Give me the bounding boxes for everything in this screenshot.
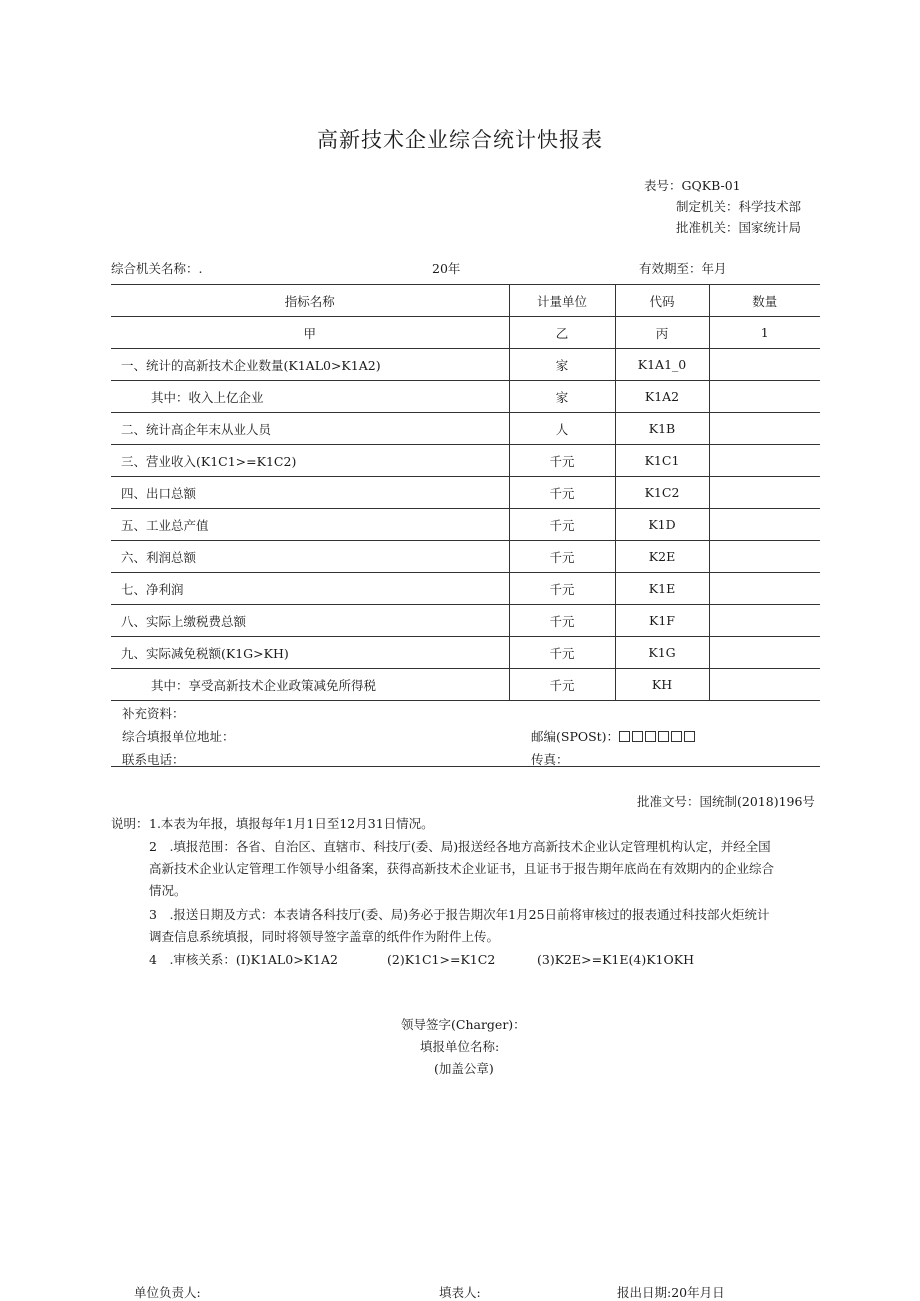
quantity-cell[interactable] <box>709 477 820 509</box>
seal-note: (加盖公章) <box>434 1061 494 1076</box>
quantity-cell[interactable] <box>709 445 820 477</box>
letter-bing: 丙 <box>615 317 709 349</box>
note-2-line-2: 高新技术企业认定管理工作领导小组备案，获得高新技术企业证书，且证书于报告期年底尚在有效期内的企业综合 <box>149 861 775 876</box>
letter-yi: 乙 <box>509 317 615 349</box>
quantity-cell[interactable] <box>709 605 820 637</box>
postcode-label: 邮编(SPOSt)： <box>531 729 620 744</box>
indicator-name-cell: 六、利润总额 <box>111 541 509 573</box>
code-cell: K1B <box>615 413 709 445</box>
table-row <box>111 381 820 413</box>
note-4-part-3: (3)K2E>=K1E(4)K1OKH <box>537 952 694 967</box>
indicator-name-cell: 五、工业总产值 <box>111 509 509 541</box>
unit-cell: 千元 <box>509 573 615 605</box>
indicator-name-cell: 其中：收入上亿企业 <box>111 381 509 413</box>
report-date-label: 报出日期:20年月日 <box>617 1285 725 1300</box>
note-3-line-1: 3 .报送日期及方式：本表请各科技厅(委、局)务必于报告期次年1月25日前将审核过的报表通过科技部火炬统计 <box>149 907 770 922</box>
code-cell: K1D <box>615 509 709 541</box>
table-row <box>111 413 820 445</box>
table-row <box>111 669 820 701</box>
note-2-line-3: 情况。 <box>149 883 187 898</box>
leader-signature-label: 领导签字(Charger)： <box>401 1017 526 1032</box>
quantity-cell[interactable] <box>709 669 820 701</box>
table-row <box>111 477 820 509</box>
fax-label: 传真： <box>531 752 569 767</box>
quantity-cell[interactable] <box>709 573 820 605</box>
supplement-bottom-rule <box>111 766 820 767</box>
table-column-letter-row <box>111 317 820 349</box>
table-row <box>111 605 820 637</box>
code-cell: K1C1 <box>615 445 709 477</box>
quantity-cell[interactable] <box>709 637 820 669</box>
unit-cell: 家 <box>509 349 615 381</box>
indicator-name-cell: 其中：享受高新技术企业政策减免所得税 <box>111 669 509 701</box>
quantity-cell[interactable] <box>709 509 820 541</box>
table-row <box>111 637 820 669</box>
indicator-name-cell: 三、营业收入(K1C1>=K1C2) <box>111 445 509 477</box>
issuing-authority: 制定机关：科学技术部 <box>676 199 802 214</box>
unit-cell: 家 <box>509 381 615 413</box>
unit-cell: 千元 <box>509 477 615 509</box>
note-intro: 说明： <box>111 816 149 831</box>
code-cell: K1E <box>615 573 709 605</box>
unit-cell: 千元 <box>509 605 615 637</box>
note-3-line-2: 调查信息系统填报，同时将领导签字盖章的纸件作为附件上传。 <box>149 929 500 944</box>
postcode-boxes[interactable] <box>619 729 697 744</box>
note-1: 1.本表为年报，填报每年1月1日至12月31日情况。 <box>149 816 434 831</box>
report-year: 20年 <box>432 261 461 276</box>
note-2-line-1: 2 .填报范围：各省、自治区、直辖市、科技厅(委、局)报送经各地方高新技术企业认定管理机构认定，并经全国 <box>149 839 771 854</box>
valid-until: 有效期至：年月 <box>639 261 727 276</box>
supplement-label: 补充资料： <box>122 706 185 721</box>
indicator-name-cell: 八、实际上缴税费总额 <box>111 605 509 637</box>
table-row <box>111 349 820 381</box>
code-cell: K1A1_0 <box>615 349 709 381</box>
header-code: 代码 <box>615 285 709 317</box>
table-row <box>111 445 820 477</box>
letter-one: 1 <box>709 317 820 349</box>
note-4-part-1: 4 .审核关系：(I)K1AL0>K1A2 <box>149 952 338 967</box>
code-cell: KH <box>615 669 709 701</box>
header-unit: 计量单位 <box>509 285 615 317</box>
unit-cell: 千元 <box>509 541 615 573</box>
indicator-name-cell: 九、实际减免税额(K1G>KH) <box>111 637 509 669</box>
indicator-name-cell: 四、出口总额 <box>111 477 509 509</box>
code-cell: K2E <box>615 541 709 573</box>
quantity-cell[interactable] <box>709 413 820 445</box>
note-4-part-2: (2)K1C1>=K1C2 <box>387 952 496 967</box>
unit-cell: 人 <box>509 413 615 445</box>
unit-cell: 千元 <box>509 509 615 541</box>
phone-label: 联系电话： <box>122 752 185 767</box>
code-cell: K1F <box>615 605 709 637</box>
postcode-field <box>531 727 697 745</box>
unit-cell: 千元 <box>509 669 615 701</box>
quantity-cell[interactable] <box>709 541 820 573</box>
indicator-name-cell: 一、统计的高新技术企业数量(K1AL0>K1A2) <box>111 349 509 381</box>
table-row <box>111 509 820 541</box>
filling-unit-name-label: 填报单位名称: <box>420 1039 500 1054</box>
unit-head-label: 单位负责人: <box>134 1285 201 1300</box>
table-header-row <box>111 285 820 317</box>
form-number: 表号：GQKB-01 <box>644 178 741 193</box>
code-cell: K1G <box>615 637 709 669</box>
unit-cell: 千元 <box>509 445 615 477</box>
address-label: 综合填报单位地址： <box>122 729 235 744</box>
page-title: 高新技术企业综合统计快报表 <box>317 128 603 152</box>
header-quantity: 数量 <box>709 285 820 317</box>
quantity-cell[interactable] <box>709 349 820 381</box>
form-filler-label: 填表人: <box>439 1285 481 1300</box>
table-row <box>111 541 820 573</box>
table-row <box>111 573 820 605</box>
quantity-cell[interactable] <box>709 381 820 413</box>
code-cell: K1C2 <box>615 477 709 509</box>
indicator-table <box>111 284 820 701</box>
approval-doc-number: 批准文号：国统制(2018)196号 <box>637 794 815 809</box>
header-indicator: 指标名称 <box>111 285 509 317</box>
letter-jia: 甲 <box>111 317 509 349</box>
indicator-name-cell: 二、统计高企年末从业人员 <box>111 413 509 445</box>
approving-authority: 批准机关：国家统计局 <box>676 220 802 235</box>
unit-cell: 千元 <box>509 637 615 669</box>
code-cell: K1A2 <box>615 381 709 413</box>
org-name-label: 综合机关名称：. <box>111 261 203 276</box>
indicator-name-cell: 七、净利润 <box>111 573 509 605</box>
